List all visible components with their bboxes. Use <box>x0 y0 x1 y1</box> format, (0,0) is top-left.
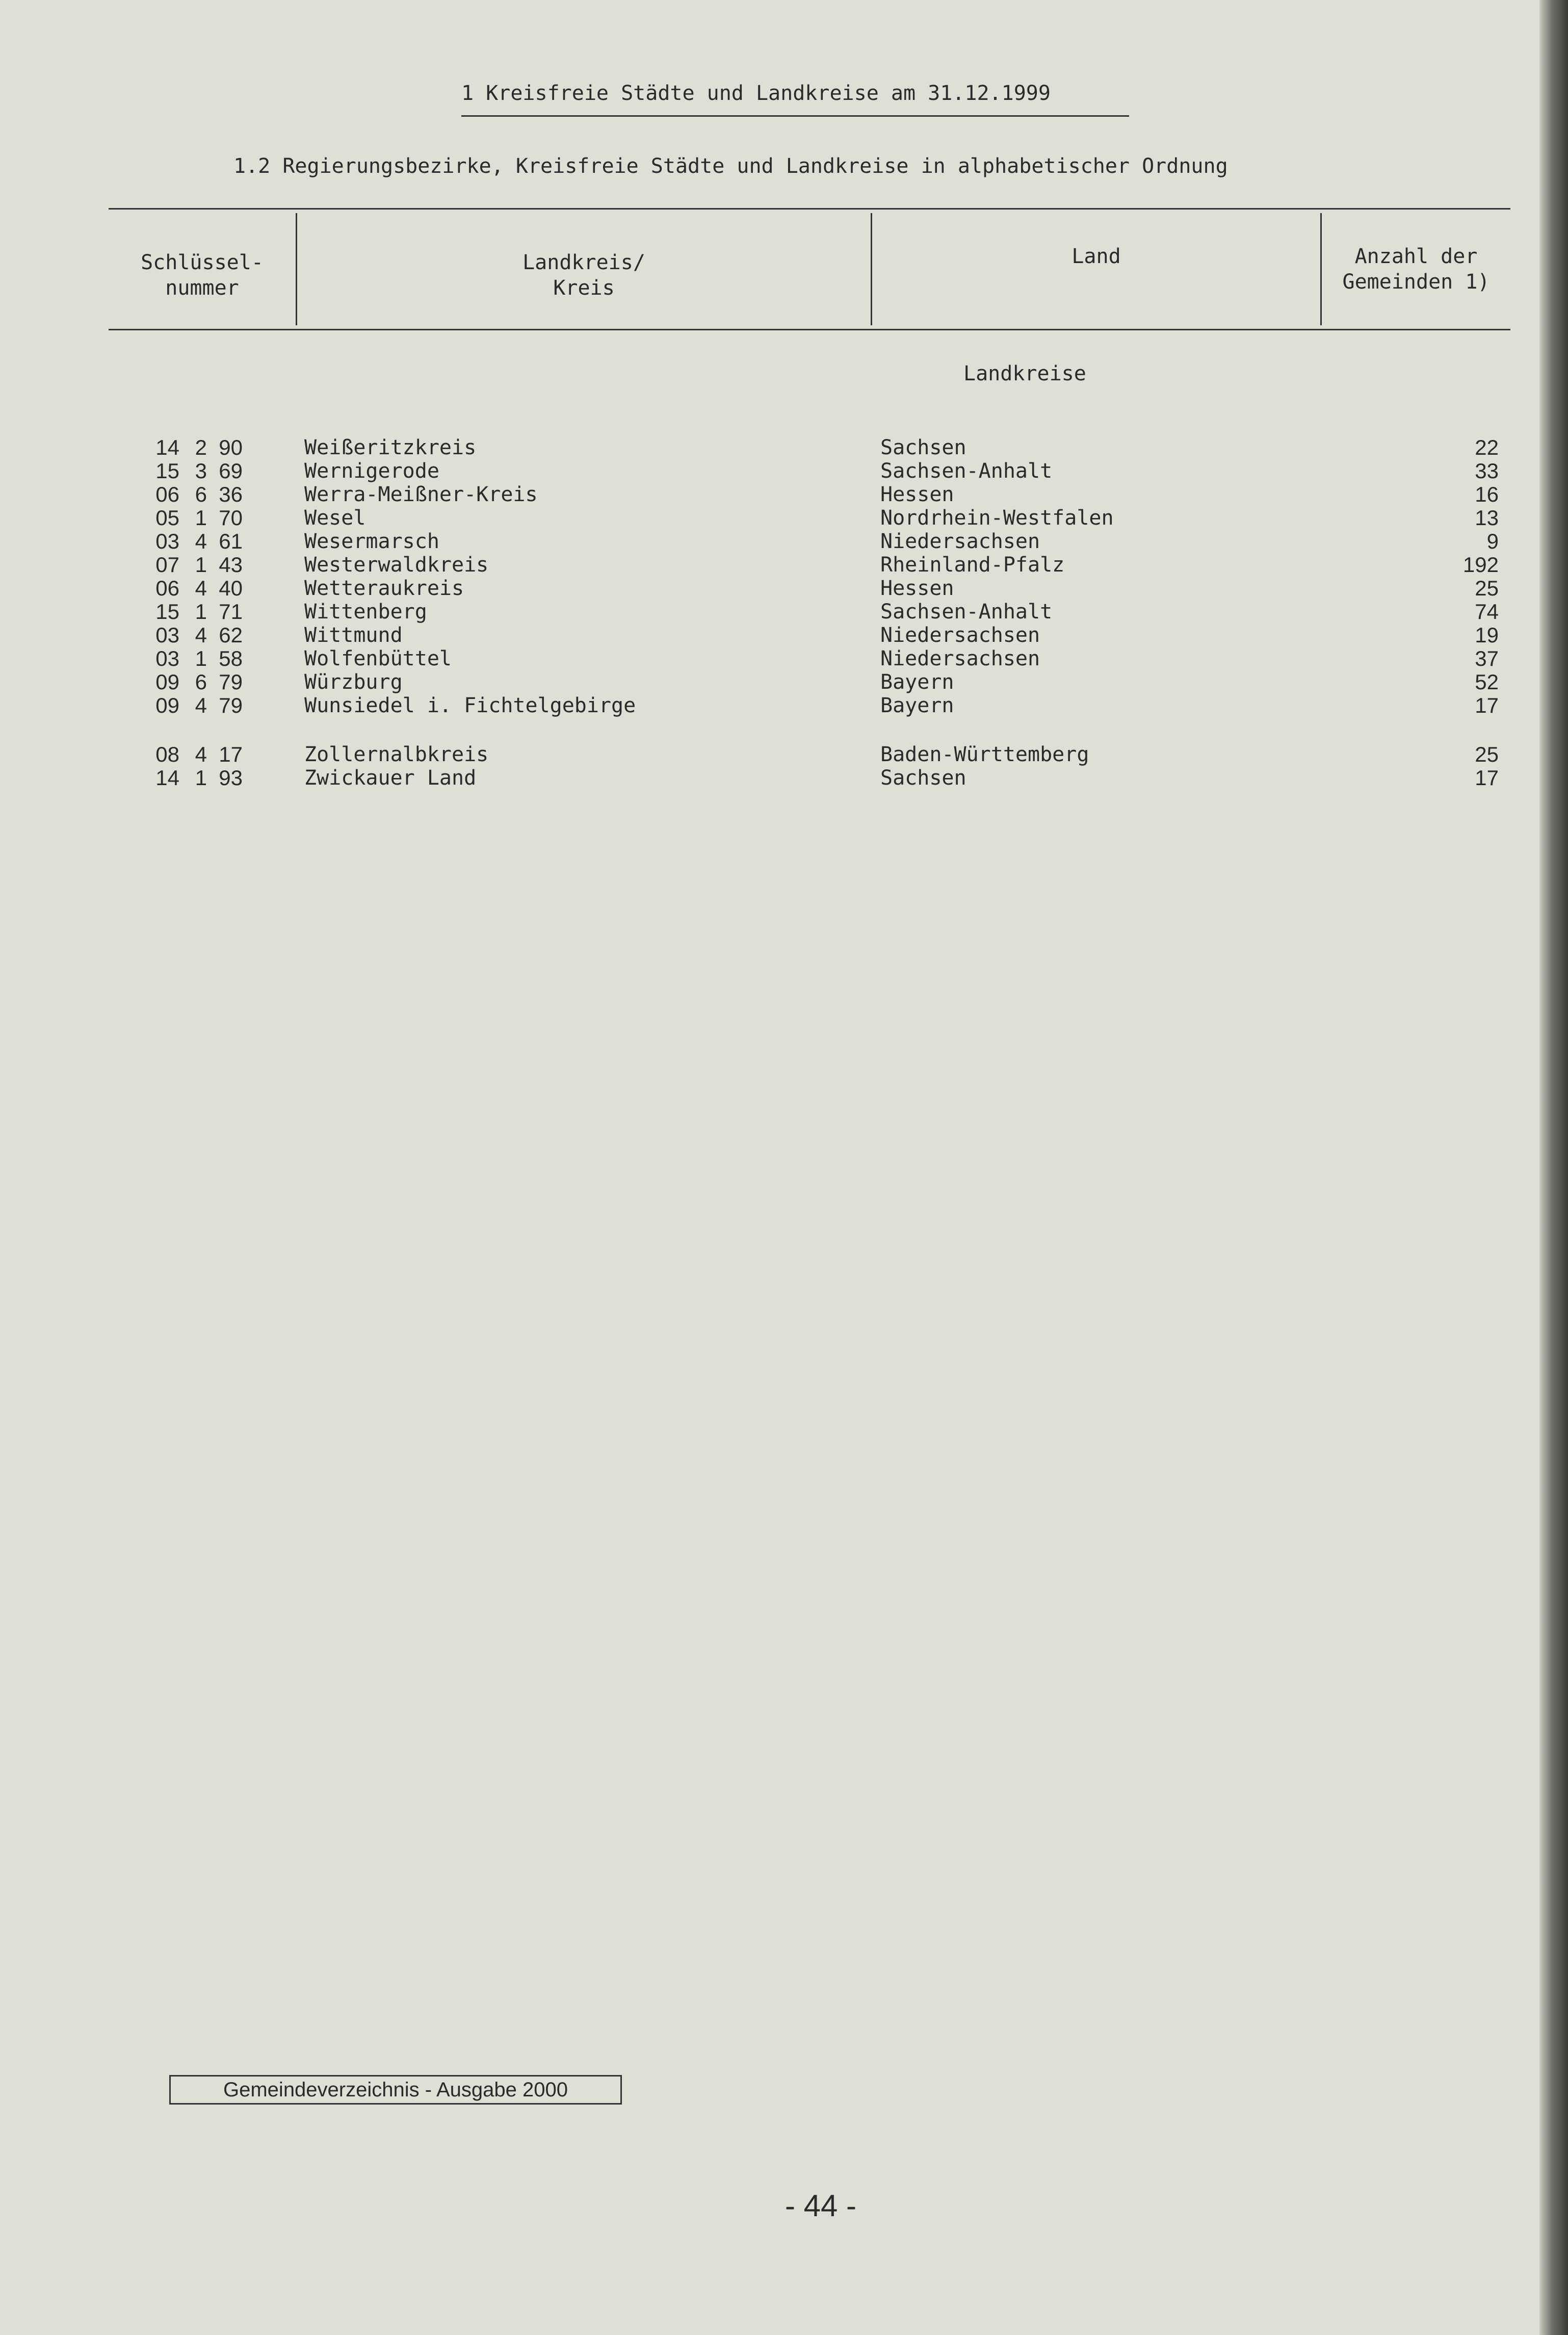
row-count: 13 <box>1475 506 1499 530</box>
row-count: 192 <box>1462 553 1499 577</box>
row-count: 25 <box>1475 576 1499 600</box>
row-kreis: Westerwaldkreis <box>304 553 489 577</box>
document-subtitle: 1.2 Regierungsbezirke, Kreisfreie Städte und Landkreise in alphabetischer Ordnung <box>233 154 1228 178</box>
row-key <box>153 530 243 554</box>
row-key-part: 1 <box>195 646 207 670</box>
row-key-part: 61 <box>219 529 243 553</box>
row-key-part: 4 <box>195 576 207 600</box>
table-row <box>0 530 1529 553</box>
row-kreis: Wetteraukreis <box>304 577 464 600</box>
row-kreis: Werra-Meißner-Kreis <box>304 483 538 506</box>
row-key-part: 09 <box>155 693 179 717</box>
row-key-part: 4 <box>195 623 207 647</box>
row-key-part: 08 <box>155 742 179 766</box>
row-land: Niedersachsen <box>880 647 1040 670</box>
page-number: - 44 - <box>785 2189 857 2223</box>
row-key-part: 06 <box>155 576 179 600</box>
row-land: Sachsen <box>880 436 966 459</box>
table-header <box>109 208 1510 330</box>
row-key <box>153 577 243 601</box>
row-land: Sachsen <box>880 766 966 790</box>
row-key-part: 4 <box>195 742 207 766</box>
row-key <box>153 647 243 671</box>
row-key-part: 4 <box>195 529 207 553</box>
document-title: 1 Kreisfreie Städte und Landkreise am 31.12.1999 <box>461 82 1051 105</box>
table-row <box>0 694 1529 717</box>
row-count: 25 <box>1475 742 1499 766</box>
row-key-part: 2 <box>195 435 207 459</box>
table-row <box>0 624 1529 647</box>
row-key <box>153 459 243 483</box>
table-row <box>0 766 1529 790</box>
row-key-part: 03 <box>155 623 179 647</box>
row-kreis: Würzburg <box>304 670 403 694</box>
row-key-part: 3 <box>195 459 207 483</box>
table-row <box>0 743 1529 766</box>
row-key-part: 1 <box>195 600 207 624</box>
row-key-part: 15 <box>155 459 179 483</box>
row-kreis: Wernigerode <box>304 459 439 483</box>
row-count: 17 <box>1475 693 1499 717</box>
header-top-rule <box>109 208 1510 210</box>
table-row <box>0 436 1529 459</box>
row-count: 9 <box>1486 529 1499 553</box>
row-kreis: Zwickauer Land <box>304 766 477 790</box>
header-key: Schlüssel- nummer <box>141 251 264 300</box>
row-kreis: Wesel <box>304 506 366 530</box>
row-key <box>153 670 243 694</box>
row-kreis: Wolfenbüttel <box>304 647 452 670</box>
row-land: Bayern <box>880 670 954 694</box>
header-divider <box>871 213 872 325</box>
row-kreis: Wittmund <box>304 624 403 647</box>
table-row <box>0 553 1529 577</box>
row-key <box>153 766 243 790</box>
row-kreis: Weißeritzkreis <box>304 436 477 459</box>
row-key-part: 09 <box>155 670 179 694</box>
row-key-part: 03 <box>155 646 179 670</box>
row-key <box>153 694 243 718</box>
row-key-part: 79 <box>219 670 243 694</box>
table-row <box>0 600 1529 624</box>
row-key-part: 15 <box>155 600 179 624</box>
header-count: Anzahl der Gemeinden 1) <box>1342 245 1490 294</box>
row-key-part: 1 <box>195 553 207 577</box>
table-row <box>0 483 1529 506</box>
row-land: Sachsen-Anhalt <box>880 600 1053 624</box>
row-key-part: 07 <box>155 553 179 577</box>
row-key <box>153 436 243 460</box>
row-key-part: 03 <box>155 529 179 553</box>
row-key-part: 6 <box>195 482 207 506</box>
row-count: 19 <box>1475 623 1499 647</box>
row-key-part: 14 <box>155 435 179 459</box>
table-row <box>0 647 1529 670</box>
row-count: 22 <box>1475 435 1499 459</box>
row-land: Niedersachsen <box>880 624 1040 647</box>
row-key-part: 62 <box>219 623 243 647</box>
row-key <box>153 624 243 647</box>
row-key-part: 14 <box>155 766 179 790</box>
row-key-part: 69 <box>219 459 243 483</box>
row-key-part: 79 <box>219 693 243 717</box>
row-key-part: 06 <box>155 482 179 506</box>
row-key-part: 90 <box>219 435 243 459</box>
row-key-part: 71 <box>219 600 243 624</box>
page-edge-shadow <box>1539 0 1568 2335</box>
row-count: 52 <box>1475 670 1499 694</box>
row-land: Sachsen-Anhalt <box>880 459 1053 483</box>
row-key-part: 93 <box>219 766 243 790</box>
row-key-part: 58 <box>219 646 243 670</box>
row-key-part: 05 <box>155 506 179 530</box>
row-key-part: 1 <box>195 766 207 790</box>
row-count: 74 <box>1475 600 1499 624</box>
row-land: Bayern <box>880 694 954 717</box>
row-land: Hessen <box>880 483 954 506</box>
row-key-part: 6 <box>195 670 207 694</box>
row-count: 37 <box>1475 646 1499 670</box>
row-key-part: 1 <box>195 506 207 530</box>
row-count: 33 <box>1475 459 1499 483</box>
row-kreis: Zollernalbkreis <box>304 743 489 766</box>
header-bottom-rule <box>109 329 1510 330</box>
row-kreis: Wittenberg <box>304 600 427 624</box>
row-key-part: 17 <box>219 742 243 766</box>
row-key <box>153 600 243 624</box>
publication-label: Gemeindeverzeichnis - Ausgabe 2000 <box>169 2075 622 2105</box>
table-row <box>0 577 1529 600</box>
table-row <box>0 506 1529 530</box>
header-kreis: Landkreis/ Kreis <box>522 251 645 300</box>
row-count: 16 <box>1475 482 1499 506</box>
row-count: 17 <box>1475 766 1499 790</box>
row-key-part: 43 <box>219 553 243 577</box>
row-land: Niedersachsen <box>880 530 1040 553</box>
row-land: Nordrhein-Westfalen <box>880 506 1114 530</box>
title-underline <box>461 115 1129 117</box>
row-key-part: 36 <box>219 482 243 506</box>
row-land: Baden-Württemberg <box>880 743 1089 766</box>
header-land: Land <box>1072 245 1121 268</box>
row-key <box>153 743 243 767</box>
table-row <box>0 670 1529 694</box>
row-kreis: Wunsiedel i. Fichtelgebirge <box>304 694 636 717</box>
row-key <box>153 553 243 577</box>
row-key-part: 4 <box>195 693 207 717</box>
row-land: Rheinland-Pfalz <box>880 553 1065 577</box>
row-key-part: 70 <box>219 506 243 530</box>
row-key <box>153 483 243 507</box>
row-key <box>153 506 243 530</box>
section-label: Landkreise <box>963 362 1086 385</box>
row-key-part: 40 <box>219 576 243 600</box>
table-row <box>0 459 1529 483</box>
row-land: Hessen <box>880 577 954 600</box>
row-kreis: Wesermarsch <box>304 530 439 553</box>
